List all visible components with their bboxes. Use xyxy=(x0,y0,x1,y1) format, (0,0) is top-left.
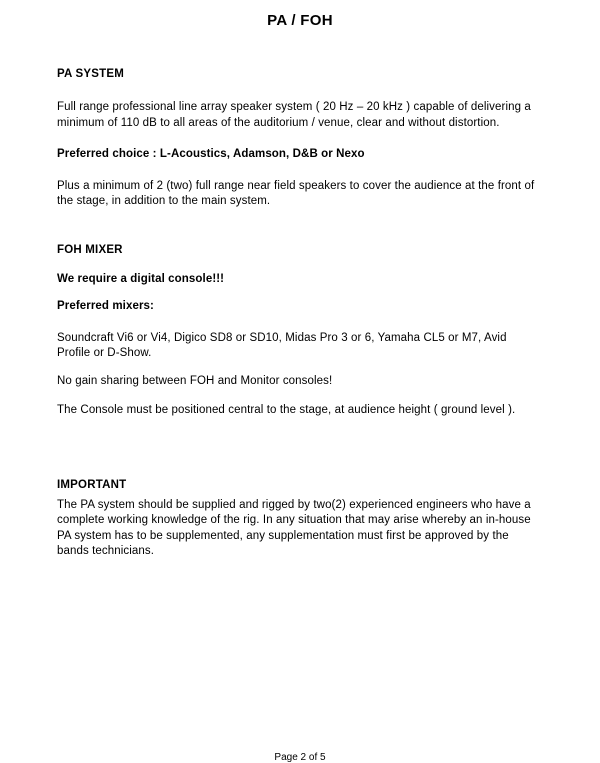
section-important xyxy=(57,479,543,560)
document-body xyxy=(57,68,543,560)
document-page xyxy=(0,12,600,762)
paragraph-preferred-mixers-label: Preferred mixers: xyxy=(57,300,154,312)
section-foh-mixer xyxy=(57,244,543,419)
paragraph-no-gain-sharing: No gain sharing between FOH and Monitor consoles! xyxy=(57,374,333,387)
section-pa-system xyxy=(57,68,543,210)
section-heading-foh-mixer: FOH MIXER xyxy=(57,243,123,256)
paragraph-important-note: The PA system should be supplied and rigged by two(2) experienced engineers who have a complete working knowledge of the rig. In any situation that may arise whereby an in-house PA system has to be supplemented, any supplementation must first be approved by the bands technicians. xyxy=(57,498,531,557)
paragraph-preferred-choice: Preferred choice : L-Acoustics, Adamson, D&B or Nexo xyxy=(57,148,365,160)
section-heading-pa-system: PA SYSTEM xyxy=(57,68,124,80)
paragraph-near-field-speakers: Plus a minimum of 2 (two) full range near field speakers to cover the audience at the front of the stage, in addition to the main system. xyxy=(57,179,535,207)
page-title: PA / FOH xyxy=(267,12,333,29)
paragraph-digital-console-requirement: We require a digital console!!! xyxy=(57,272,225,285)
paragraph-mixer-list: Soundcraft Vi6 or Vi4, Digico SD8 or SD10, Midas Pro 3 or 6, Yamaha CL5 or M7, Avid Profile or D-Show. xyxy=(57,331,507,359)
section-heading-important: IMPORTANT xyxy=(57,478,127,491)
paragraph-pa-system-spec: Full range professional line array speaker system ( 20 Hz – 20 kHz ) capable of delivering a minimum of 110 dB to all areas of the auditorium / venue, clear and without distortion. xyxy=(57,101,531,129)
page-footer: Page 2 of 5 xyxy=(274,752,326,763)
paragraph-console-position: The Console must be positioned central to the stage, at audience height ( ground level ). xyxy=(57,404,516,416)
